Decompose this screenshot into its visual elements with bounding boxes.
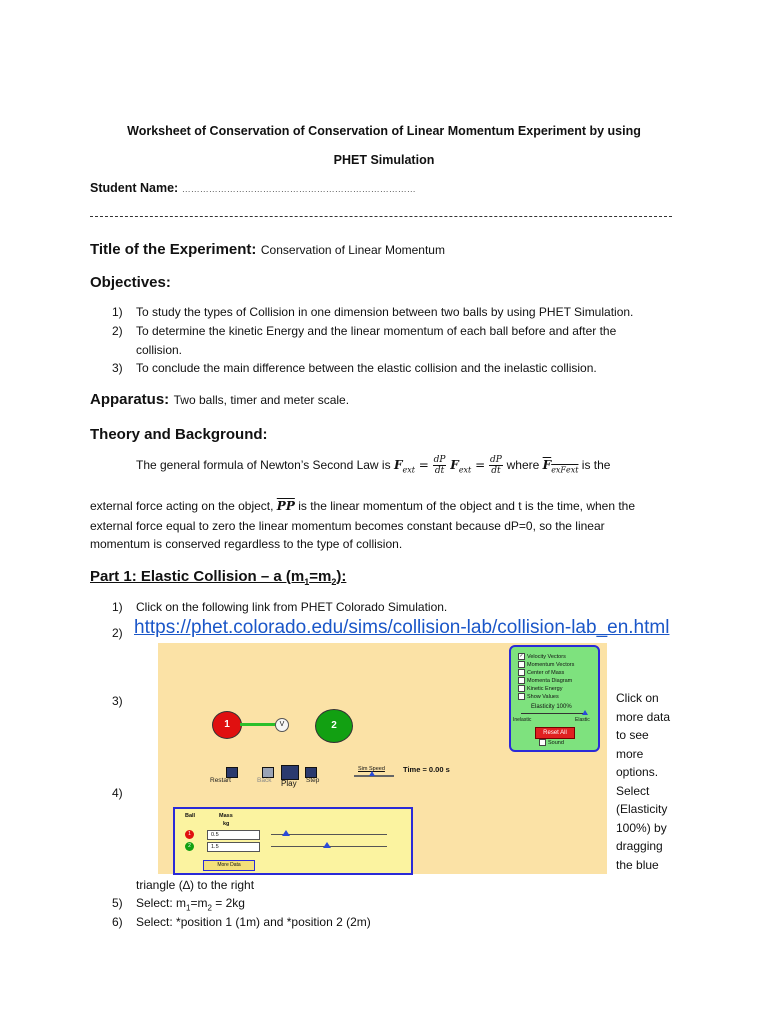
step-5-part: = 2kg	[211, 896, 245, 910]
checkbox-icon[interactable]	[518, 685, 525, 692]
side-line: options.	[616, 765, 659, 779]
option-sound[interactable]	[539, 739, 564, 746]
option-label: Momenta Diagram	[527, 677, 573, 684]
step-number: 4)	[112, 786, 123, 800]
restart-label: Restart	[210, 777, 231, 784]
option-momenta-diagram[interactable]	[518, 677, 572, 684]
step-text: Click on the following link from PHET Colorado Simulation.	[136, 600, 448, 614]
step-label: Step	[306, 777, 320, 784]
theory-line-1	[136, 455, 610, 479]
side-line: Click on	[616, 691, 659, 705]
play-button[interactable]	[281, 765, 299, 780]
theory-line2-b: is the linear momentum of the object and t is the time, when the	[298, 499, 636, 513]
step-number: 6)	[112, 915, 123, 929]
velocity-handle[interactable]: V	[275, 718, 289, 732]
time-readout: Time = 0.00 s	[403, 765, 450, 774]
elasticity-slider[interactable]	[521, 713, 587, 714]
sim-speed-thumb[interactable]	[369, 771, 375, 776]
subscript: 2	[331, 577, 337, 587]
ext-subscript: ext	[402, 465, 415, 475]
elastic-label: Elastic	[575, 717, 590, 723]
option-label: Sound	[548, 739, 564, 746]
mass-1-thumb[interactable]	[282, 830, 290, 836]
step-number: 5)	[112, 896, 123, 910]
theory-line2-a: external force acting on the object,	[90, 499, 274, 513]
frac-numerator: dP	[489, 455, 502, 465]
elasticity-readout: Elasticity 100%	[531, 704, 572, 710]
student-name-blank: ……………………………………………………………………	[181, 184, 416, 194]
option-momentum-vectors[interactable]	[518, 661, 574, 668]
objective-item: To study the types of Collision in one dimension between two balls by using PHET Simulation.	[136, 305, 634, 319]
objective-number: 2)	[112, 324, 123, 338]
theory-heading: Theory and Background:	[90, 426, 268, 443]
ball-column-header: Ball	[185, 813, 196, 819]
student-name-label: Student Name:	[90, 181, 179, 195]
checkbox-icon[interactable]	[518, 693, 525, 700]
frac-denominator: dt	[434, 466, 445, 476]
theory-intro: The general formula of Newton’s Second Law is	[136, 458, 391, 472]
experiment-title-label: Title of the Experiment:	[90, 241, 257, 258]
theory-where: where	[506, 458, 540, 472]
objectives-heading: Objectives:	[90, 274, 171, 291]
step-5-part: =m	[190, 896, 208, 910]
exf-subscript: exF	[551, 465, 566, 475]
objective-item: To determine the kinetic Energy and the linear momentum of each ball before and after the	[136, 324, 617, 338]
objective-number: 1)	[112, 305, 123, 319]
ball-1[interactable]	[212, 711, 242, 739]
side-line: more	[616, 746, 644, 761]
worksheet-title: Worksheet of Conservation of Conservation of Linear Momentum Experiment by using	[127, 124, 641, 138]
step-number: 1)	[112, 600, 123, 614]
apparatus-label: Apparatus:	[90, 391, 170, 408]
checkbox-icon[interactable]	[518, 677, 525, 684]
ball-2-label: 2	[331, 720, 337, 731]
step-continuation: triangle (∆) to the right	[136, 878, 255, 892]
theory-is-the: is the	[581, 458, 611, 472]
ball-2-indicator: 2	[185, 842, 194, 851]
objective-item: To conclude the main difference between the elastic collision and the inelastic collision.	[136, 361, 597, 375]
part1-heading-text: Part 1: Elastic Collision – a (m	[90, 568, 305, 585]
checkbox-checked-icon[interactable]: ✓	[519, 653, 524, 659]
velocity-arrow	[240, 723, 278, 726]
theory-line-3: external force equal to zero the linear momentum becomes constant because dP=0, so the linear	[90, 519, 605, 533]
force-symbol: F	[542, 458, 552, 472]
side-line: Select	[616, 783, 650, 798]
apparatus-row	[90, 391, 349, 409]
apparatus-value: Two balls, timer and meter scale.	[173, 393, 350, 407]
side-line: 100%) by	[616, 820, 667, 835]
side-line: (Elasticity	[616, 802, 668, 816]
checkbox-icon[interactable]	[518, 669, 525, 676]
checkbox-icon[interactable]	[518, 661, 525, 668]
theory-line-4: momentum is conserved regardless to the type of collision.	[90, 537, 403, 551]
option-velocity-vectors[interactable]	[518, 653, 566, 660]
step-number: 3)	[112, 694, 123, 708]
step-number: 2)	[112, 626, 123, 640]
side-line: dragging	[616, 839, 663, 853]
option-label: Velocity Vectors	[527, 653, 566, 660]
mass-data-panel	[173, 807, 413, 875]
option-label: Show Values	[527, 693, 559, 700]
ball-1-label: 1	[224, 719, 230, 730]
newton-formula: $F_{ext}$ = $\frac{dP}{dt}$ $F_{ext}$ = $\frac{dP}{dt}$	[393, 455, 502, 476]
option-show-values[interactable]	[518, 693, 559, 700]
fext-symbol	[542, 458, 579, 475]
side-line: to see	[616, 728, 649, 742]
subscript: 1	[304, 577, 310, 587]
side-line: the blue	[616, 857, 659, 872]
force-symbol: F	[450, 458, 459, 472]
mass-unit: kg	[223, 821, 230, 827]
step-6-text: Select: *position 1 (1m) and *position 2 (2m)	[136, 915, 371, 929]
student-name-row	[90, 181, 416, 195]
options-panel	[509, 645, 600, 752]
side-instructions	[616, 689, 688, 874]
elasticity-thumb[interactable]	[582, 710, 588, 715]
back-label: Back	[257, 777, 272, 784]
worksheet-subtitle: PHET Simulation	[333, 153, 435, 167]
theory-line-2	[90, 497, 635, 515]
ball-2[interactable]	[315, 709, 353, 743]
option-label: Center of Mass	[527, 669, 565, 676]
part1-heading	[90, 568, 346, 587]
mass-column-header: Mass	[219, 813, 233, 819]
subscript: 2	[207, 903, 212, 913]
inelastic-label: Inelastic	[513, 717, 532, 723]
frac-numerator: dP	[433, 455, 446, 465]
objective-number: 3)	[112, 361, 123, 375]
side-line: more data	[616, 709, 671, 724]
mass-1-input[interactable]: 0.5	[207, 830, 260, 840]
experiment-title-row	[90, 241, 445, 259]
option-label: Momentum Vectors	[527, 661, 575, 668]
fraction-dp-dt	[489, 455, 503, 476]
ext-subscript: ext	[565, 465, 579, 475]
experiment-title-value: Conservation of Linear Momentum	[260, 243, 445, 257]
fraction-dp-dt	[433, 455, 447, 476]
ball-1-indicator: 1	[185, 830, 194, 839]
option-label: Kinetic Energy	[527, 685, 563, 692]
part1-heading-text: ):	[336, 568, 347, 585]
mass-2-input[interactable]: 1.5	[207, 842, 260, 852]
part1-heading-text: =m	[309, 568, 332, 585]
option-kinetic-energy[interactable]	[518, 685, 562, 692]
subscript: 1	[186, 903, 191, 913]
force-symbol: F	[393, 458, 403, 472]
frac-denominator: dt	[491, 466, 501, 476]
reset-all-button[interactable]: Reset All	[535, 727, 575, 739]
sim-speed-label: Sim Speed	[358, 766, 385, 772]
more-data-button[interactable]: More Data	[203, 860, 255, 871]
mass-2-thumb[interactable]	[323, 842, 331, 848]
objective-item-cont: collision.	[136, 343, 183, 357]
momentum-symbol: $\overline{PP}$	[276, 499, 295, 513]
ext-subscript: ext	[458, 465, 472, 475]
checkbox-icon[interactable]	[539, 739, 546, 746]
play-label: Play	[281, 779, 297, 788]
divider-line	[90, 216, 672, 217]
phet-link[interactable]: https://phet.colorado.edu/sims/collision-lab/collision-lab_en.html	[134, 617, 670, 638]
option-center-of-mass[interactable]	[518, 669, 564, 676]
step-5-part: Select: m	[136, 896, 187, 910]
